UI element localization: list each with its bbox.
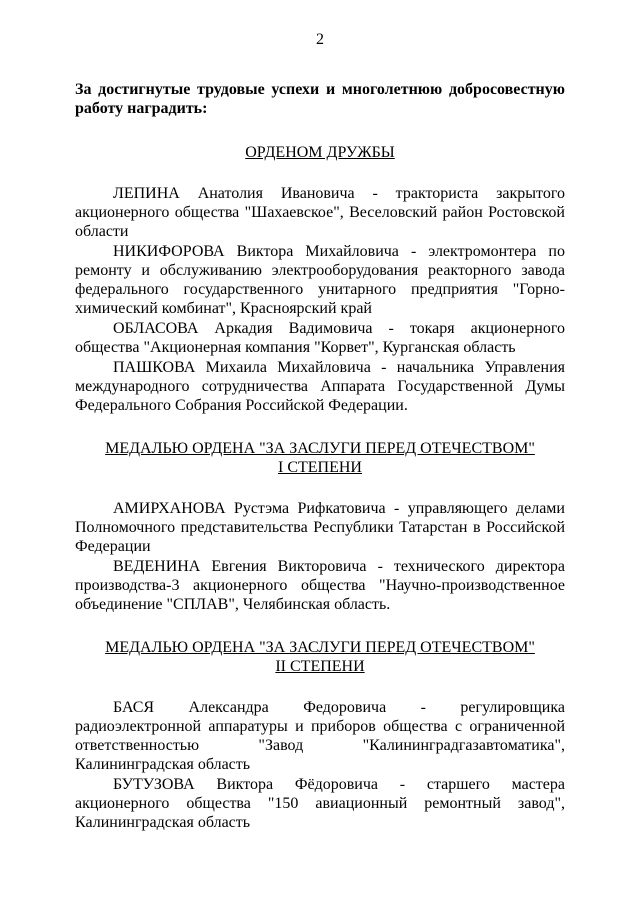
section-heading [75,638,565,676]
section-heading-line: МЕДАЛЬЮ ОРДЕНА "ЗА ЗАСЛУГИ ПЕРЕД ОТЕЧЕСТВОМ" [105,440,535,457]
award-entry: ОБЛАСОВА Аркадия Вадимовича - токаря акционерного общества "Акционерная компания "Корвет", Курганская область [75,320,565,356]
award-entry: НИКИФОРОВА Виктора Михайловича - электромонтера по ремонту и обслуживанию электрооборудования реакторного завода федерального государственного унитарного предприятия "Горно-химический комбинат", Красноярский край [75,243,565,317]
award-entry: БУТУЗОВА Виктора Фёдоровича - старшего мастера акционерного общества "150 авиационный ремонтный завод", Калининградская область [75,776,565,831]
award-entry: БАСЯ Александра Федоровича - регулировщика радиоэлектронной аппаратуры и приборов общества с ограниченной ответственностью "Завод "Калининградгазавтоматика", Калининградская область [75,699,565,773]
section-heading [75,143,565,162]
award-entry: ВЕДЕНИНА Евгения Викторовича - технического директора производства-3 акционерного общества "Научно-производственное объединение "СПЛАВ", Челябинская область. [75,558,565,613]
award-entry: ПАШКОВА Михаила Михайловича - начальника Управления международного сотрудничества Аппарата Государственной Думы Федерального Собрания Российской Федерации. [75,359,565,414]
award-entry: АМИРХАНОВА Рустэма Рифкатовича - управляющего делами Полномочного представительства Республики Татарстан в Российской Федерации [75,500,565,555]
award-intro: За достигнутые трудовые успехи и многолетнюю добросовестную работу наградить: [75,81,565,117]
section-order-of-friendship [75,143,565,415]
section-heading-line: II СТЕПЕНИ [275,658,365,675]
document-page [75,30,565,856]
section-heading [75,439,565,477]
section-medal-second-degree [75,638,565,832]
section-heading-line: I СТЕПЕНИ [278,459,362,476]
section-heading-line: МЕДАЛЬЮ ОРДЕНА "ЗА ЗАСЛУГИ ПЕРЕД ОТЕЧЕСТВОМ" [105,639,535,656]
section-medal-first-degree [75,439,565,614]
section-heading-line: ОРДЕНОМ ДРУЖБЫ [245,144,395,161]
award-entry: ЛЕПИНА Анатолия Ивановича - тракториста закрытого акционерного общества "Шахаевское", Веселовский район Ростовской области [75,185,565,240]
page-number: 2 [316,31,324,48]
